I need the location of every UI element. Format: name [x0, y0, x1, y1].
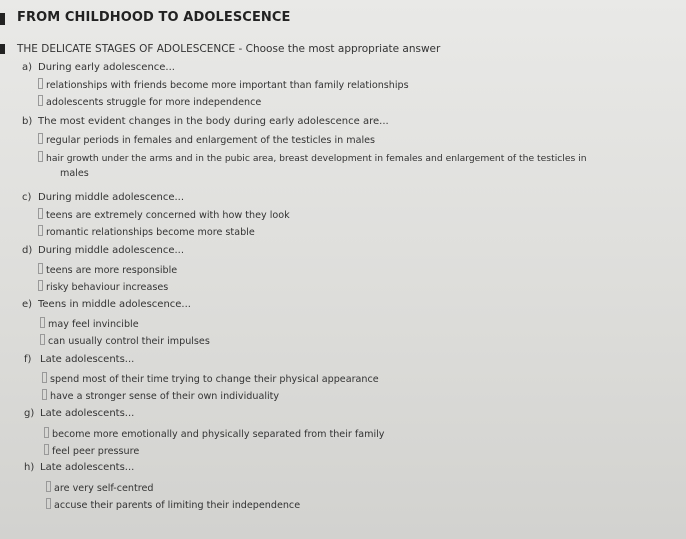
question-stem: During middle adolescence...: [38, 245, 185, 256]
question-letter: f): [24, 354, 32, 365]
checkbox[interactable]: [38, 208, 43, 219]
checkbox[interactable]: [38, 78, 43, 89]
checkbox[interactable]: [38, 280, 43, 291]
option-e1[interactable]: may feel invincible: [40, 317, 139, 330]
title-bullet: [0, 13, 5, 25]
checkbox[interactable]: [42, 389, 47, 400]
option-h2[interactable]: accuse their parents of limiting their independence: [46, 498, 300, 511]
question-letter: e): [22, 299, 33, 310]
option-c2[interactable]: romantic relationships become more stable: [38, 225, 255, 238]
option-b2[interactable]: hair growth under the arms and in the pubic area, breast development in females and enlargement of the testicles in: [38, 151, 587, 164]
checkbox[interactable]: [38, 133, 43, 144]
question-stem: The most evident changes in the body during early adolescence are...: [38, 116, 389, 127]
question-e: [22, 299, 191, 310]
question-a: [22, 62, 175, 73]
question-stem: Late adolescents...: [40, 462, 135, 473]
instructions-text: THE DELICATE STAGES OF ADOLESCENCE - Choose the most appropriate answer: [17, 43, 441, 55]
option-b2-continued: males: [60, 168, 89, 179]
question-h: [24, 462, 134, 473]
question-stem: During middle adolescence...: [38, 192, 185, 203]
question-c: [22, 192, 184, 203]
question-stem: Late adolescents...: [40, 408, 135, 419]
question-letter: g): [24, 408, 35, 419]
option-f1[interactable]: spend most of their time trying to change their physical appearance: [42, 372, 379, 385]
checkbox[interactable]: [38, 151, 43, 162]
checkbox[interactable]: [44, 427, 49, 438]
option-f2[interactable]: have a stronger sense of their own individuality: [42, 389, 279, 402]
question-letter: a): [22, 62, 33, 73]
option-e2[interactable]: can usually control their impulses: [40, 334, 210, 347]
question-stem: Teens in middle adolescence...: [38, 299, 191, 310]
option-a2[interactable]: adolescents struggle for more independence: [38, 95, 261, 108]
option-d2[interactable]: risky behaviour increases: [38, 280, 168, 293]
question-stem: Late adolescents...: [40, 354, 135, 365]
page-title: FROM CHILDHOOD TO ADOLESCENCE: [17, 10, 291, 25]
checkbox[interactable]: [42, 372, 47, 383]
question-b: [22, 116, 389, 127]
checkbox[interactable]: [38, 225, 43, 236]
checkbox[interactable]: [44, 444, 49, 455]
checkbox[interactable]: [38, 263, 43, 274]
option-g1[interactable]: become more emotionally and physically separated from their family: [44, 427, 384, 440]
question-d: [22, 245, 184, 256]
instructions-bullet: [0, 44, 5, 54]
checkbox[interactable]: [38, 95, 43, 106]
question-g: [24, 408, 134, 419]
question-letter: c): [22, 192, 32, 203]
question-letter: h): [24, 462, 35, 473]
question-letter: d): [22, 245, 33, 256]
checkbox[interactable]: [40, 334, 45, 345]
question-f: [24, 354, 134, 365]
option-a1[interactable]: relationships with friends become more important than family relationships: [38, 78, 409, 91]
option-b1[interactable]: regular periods in females and enlargement of the testicles in males: [38, 133, 375, 146]
option-c1[interactable]: teens are extremely concerned with how they look: [38, 208, 290, 221]
option-g2[interactable]: feel peer pressure: [44, 444, 139, 457]
checkbox[interactable]: [46, 481, 51, 492]
question-stem: During early adolescence...: [38, 62, 175, 73]
option-h1[interactable]: are very self-centred: [46, 481, 153, 494]
option-d1[interactable]: teens are more responsible: [38, 263, 177, 276]
question-letter: b): [22, 116, 33, 127]
checkbox[interactable]: [46, 498, 51, 509]
checkbox[interactable]: [40, 317, 45, 328]
